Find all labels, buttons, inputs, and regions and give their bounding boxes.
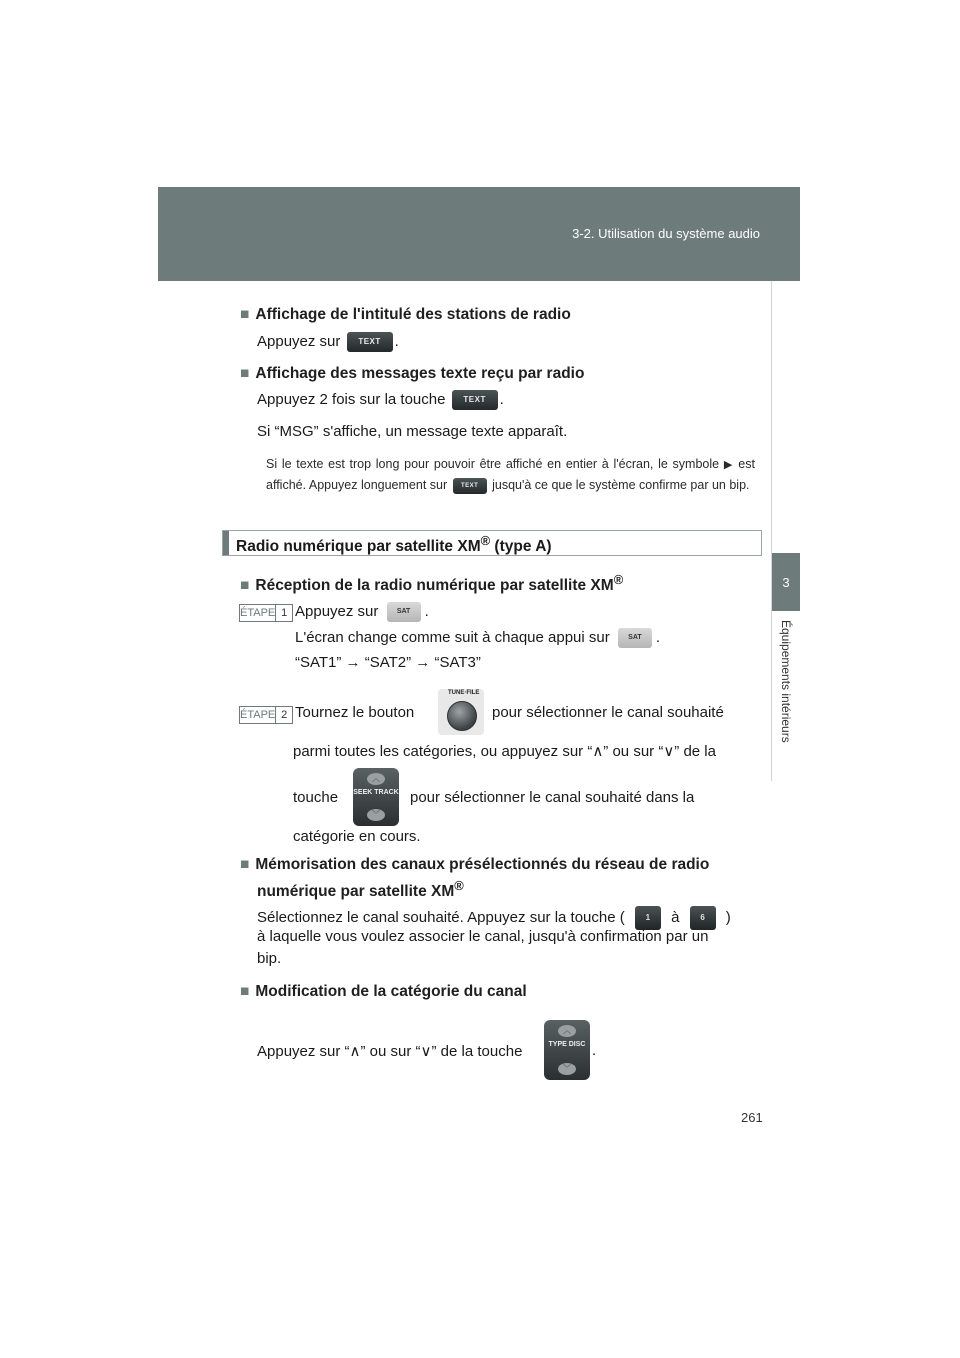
step1-line2	[295, 628, 660, 648]
knob-label: TUNE·FILE	[448, 690, 480, 696]
step1-line1	[295, 602, 429, 622]
tune-file-knob-icon	[438, 689, 484, 735]
step2-line2: parmi toutes les catégories, ou appuyez sur “∧” ou sur “∨” de la	[293, 743, 716, 760]
instruction-line	[257, 390, 504, 410]
step2-line1-prefix: Tournez le bouton	[295, 704, 415, 721]
step-label: ÉTAPE	[240, 709, 276, 721]
step2-line3-suffix: pour sélectionner le canal souhaité dans la	[410, 789, 695, 806]
presets-line3: bip.	[257, 950, 282, 967]
text-button-icon: TEXT	[453, 478, 487, 494]
step-label: ÉTAPE	[240, 607, 276, 619]
section-accent	[223, 531, 229, 555]
section-title-text	[236, 533, 552, 556]
step2-line4: catégorie en cours.	[293, 828, 421, 845]
presets-line2: à laquelle vous voulez associer le canal, jusqu'à confirmation par un	[257, 928, 709, 945]
text: Si le texte est trop long pour pouvoir être affiché en entier à l'écran, le symbole	[266, 457, 720, 471]
chevron-down-icon: ﹀	[558, 1063, 576, 1075]
text: est affiché. Appuyez longuement sur	[266, 457, 755, 492]
step1-line3: “SAT1” → “SAT2” → “SAT3”	[295, 654, 481, 671]
sat-button-icon: SAT	[387, 602, 421, 622]
text: )	[725, 908, 731, 926]
heading-presets-line2	[257, 878, 464, 901]
type-disc-rocker-icon	[544, 1020, 590, 1080]
text: Radio numérique par satellite XM	[236, 538, 481, 556]
chapter-number: 3	[772, 553, 800, 611]
instruction-line	[257, 332, 399, 352]
text: Appuyez 2 fois sur la touche	[257, 390, 446, 408]
chapter-name: Équipements intérieurs	[779, 620, 793, 743]
heading-text-messages	[240, 365, 584, 383]
text: Sélectionnez le canal souhaité. Appuyez sur la touche (	[257, 908, 625, 926]
heading-text: Réception de la radio numérique par satellite XM	[255, 577, 614, 595]
square-bullet-icon: ■	[240, 577, 250, 595]
text-button-icon: TEXT	[347, 332, 393, 352]
chevron-down-icon: ﹀	[367, 809, 385, 821]
heading-text: numérique par satellite XM	[257, 883, 455, 901]
text: Appuyez sur	[257, 332, 341, 350]
text: jusqu'à ce que le système confirme par un bip.	[492, 478, 750, 492]
text: à	[671, 908, 680, 926]
heading-text: Modification de la catégorie du canal	[255, 983, 527, 1000]
category-line-suffix: .	[592, 1042, 597, 1059]
preset-1-button-icon: 1	[635, 906, 661, 930]
square-bullet-icon: ■	[240, 983, 250, 1000]
section-bar	[222, 530, 762, 556]
step2-line3-prefix: touche	[293, 789, 339, 806]
header-band	[158, 187, 800, 281]
note-paragraph	[266, 454, 755, 495]
knob-dial	[447, 701, 477, 731]
play-arrow-icon: ▶	[723, 459, 734, 471]
seek-track-rocker-icon	[353, 768, 399, 826]
step-1-badge	[239, 604, 293, 622]
registered-mark: ®	[480, 533, 491, 548]
step-number: 1	[281, 607, 288, 619]
text-button-icon: TEXT	[452, 390, 498, 410]
heading-station-name	[240, 306, 571, 324]
category-line-prefix: Appuyez sur “∧” ou sur “∨” de la touche	[257, 1043, 523, 1060]
text: (type A)	[490, 538, 552, 556]
text: .	[655, 628, 661, 646]
text: .	[394, 332, 399, 350]
heading-text: Affichage des messages texte reçu par radio	[255, 365, 585, 382]
heading-text: Affichage de l'intitulé des stations de radio	[255, 306, 571, 323]
rocker-label: TYPE DISC	[548, 1041, 586, 1048]
step-2-badge	[239, 706, 293, 724]
registered-mark: ®	[613, 572, 624, 587]
heading-presets	[240, 856, 755, 874]
step-number: 2	[281, 709, 288, 721]
preset-6-button-icon: 6	[690, 906, 716, 930]
square-bullet-icon: ■	[240, 365, 250, 382]
rocker-label: SEEK TRACK	[353, 789, 399, 796]
presets-line1	[257, 906, 731, 930]
heading-reception	[240, 572, 623, 595]
chevron-up-icon: ︿	[367, 773, 385, 785]
square-bullet-icon: ■	[240, 306, 250, 323]
heading-category	[240, 983, 527, 1001]
registered-mark: ®	[454, 878, 464, 893]
heading-text: Mémorisation des canaux présélectionnés du réseau de radio	[255, 856, 710, 873]
step2-line1-suffix: pour sélectionner le canal souhaité	[492, 704, 724, 721]
page-number: 261	[741, 1110, 763, 1125]
text: .	[499, 390, 504, 408]
section-title: 3-2. Utilisation du système audio	[572, 226, 760, 241]
text: .	[424, 602, 429, 620]
instruction-line: Si “MSG” s'affiche, un message texte apparaît.	[257, 423, 568, 440]
square-bullet-icon: ■	[240, 856, 250, 873]
text: Appuyez sur	[295, 602, 379, 620]
sat-button-icon: SAT	[618, 628, 652, 648]
text: L'écran change comme suit à chaque appui sur	[295, 628, 610, 646]
chevron-up-icon: ︿	[558, 1025, 576, 1037]
